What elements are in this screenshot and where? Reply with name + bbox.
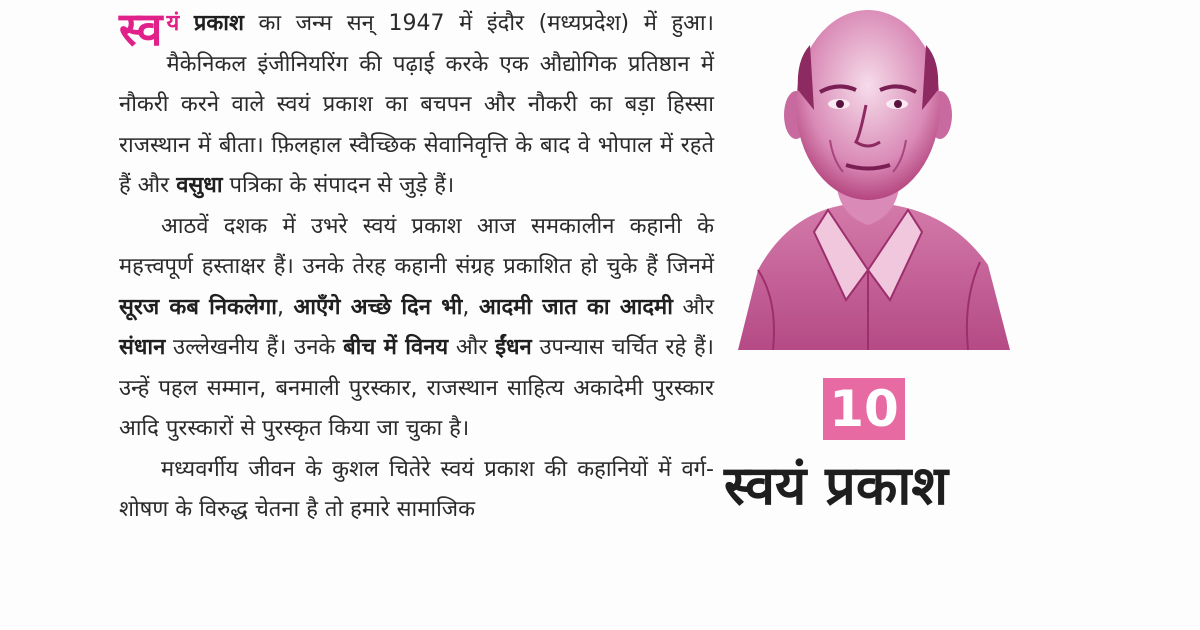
drop-cap-rest: यं bbox=[166, 11, 180, 36]
author-bio bbox=[119, 4, 714, 531]
magazine-name: वसुधा bbox=[176, 173, 223, 198]
chapter-title: स्वयं प्रकाश bbox=[724, 454, 949, 517]
book-title: आएँगे अच्छे दिन भी bbox=[293, 294, 463, 320]
bio-text: उल्लेखनीय हैं। उनके bbox=[165, 335, 344, 360]
bio-text: उपन्यास चर्चित रहे हैं। उन्हें पहल सम्मान, बनमाली पुरस्कार, राजस्थान साहित्य अकादेमी पुरस्कार आदि पुरस्कारों से पुरस्कृत किया जा चुका है। bbox=[119, 335, 714, 441]
book-title: आदमी जात का आदमी bbox=[478, 294, 673, 320]
bio-paragraph-1 bbox=[119, 4, 714, 207]
bio-text: मध्यवर्गीय जीवन के कुशल चितेरे स्वयं प्रकाश की कहानियों में वर्ग-शोषण के विरुद्ध चेतना है तो हमारे सामाजिक bbox=[119, 456, 714, 522]
bio-text: और bbox=[448, 335, 496, 360]
author-name-bold: प्रकाश bbox=[193, 11, 244, 36]
drop-cap: स्व bbox=[119, 2, 163, 56]
bio-paragraph-2 bbox=[119, 207, 714, 450]
bio-paragraph-3 bbox=[119, 450, 714, 531]
bio-text: पत्रिका के संपादन से जुड़े हैं। bbox=[222, 173, 455, 198]
author-portrait-sketch bbox=[718, 0, 1018, 350]
bio-text: , bbox=[462, 294, 479, 320]
bio-text: और bbox=[672, 294, 714, 320]
book-title: संधान bbox=[119, 335, 166, 360]
bio-text: , bbox=[276, 294, 294, 320]
book-title: सूरज कब निकलेगा bbox=[119, 294, 277, 320]
novel-title: ईंधन bbox=[495, 335, 532, 360]
bio-text: आठवें दशक में उभरे स्वयं प्रकाश आज समकालीन कहानी के महत्त्वपूर्ण हस्ताक्षर हैं। उनके तेरह कहानी संग्रह प्रकाशित हो चुके हैं जिनमें bbox=[119, 213, 714, 279]
bio-text: का जन्म सन् 1947 में इंदौर (मध्यप्रदेश) में हुआ। मैकेनिकल इंजीनियरिंग की पढ़ाई करके एक औद्योगिक प्रतिष्ठान में नौकरी करने वाले स्वयं प्रकाश का बचपन और नौकरी का बड़ा हिस्सा राजस्थान में बीता। फ़िलहाल स्वैच्छिक सेवानिवृत्ति के बाद वे भोपाल में रहते हैं और bbox=[119, 11, 714, 198]
novel-title: बीच में विनय bbox=[343, 335, 449, 360]
chapter-number-badge: 10 bbox=[823, 378, 905, 440]
